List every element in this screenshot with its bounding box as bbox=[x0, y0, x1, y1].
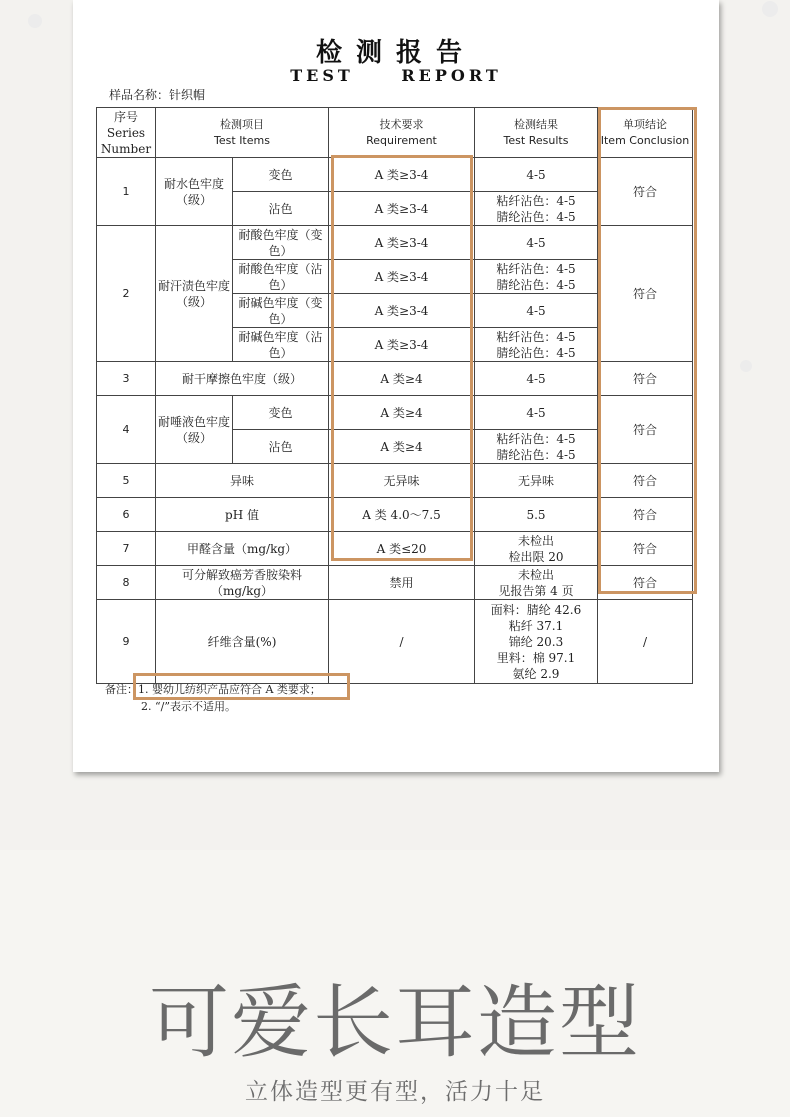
requirement-cell: A 类≥3-4 bbox=[329, 226, 475, 260]
conclusion-cell: 符合 bbox=[598, 396, 693, 464]
slogan-heading: 可爱长耳造型 bbox=[149, 976, 641, 1069]
result-cell: 未检出 见报告第 4 页 bbox=[475, 566, 598, 600]
requirement-cell: 无异味 bbox=[329, 464, 475, 498]
test-sub-item: 沾色 bbox=[233, 192, 329, 226]
requirement-cell: A 类≥3-4 bbox=[329, 328, 475, 362]
test-item: 耐干摩擦色牢度（级） bbox=[156, 362, 329, 396]
conclusion-cell: 符合 bbox=[598, 158, 693, 226]
conclusion-cell: 符合 bbox=[598, 226, 693, 362]
requirement-cell: / bbox=[329, 600, 475, 684]
test-sub-item: 耐碱色牢度（沾色） bbox=[233, 328, 329, 362]
table-row bbox=[97, 532, 693, 566]
row-number: 5 bbox=[97, 464, 156, 498]
result-cell: 粘纤沾色：4-5 腈纶沾色：4-5 bbox=[475, 260, 598, 294]
slogan-subtitle: 立体造型更有型，活力十足 bbox=[245, 1079, 545, 1105]
notes-label: 备注： bbox=[105, 683, 138, 696]
test-item: 耐汗渍色牢度（级） bbox=[156, 226, 233, 362]
result-cell: 4-5 bbox=[475, 396, 598, 430]
table-row bbox=[97, 396, 693, 430]
test-report-paper bbox=[73, 0, 719, 772]
test-item: 可分解致癌芳香胺染料（mg/kg） bbox=[156, 566, 329, 600]
result-cell: 4-5 bbox=[475, 158, 598, 192]
result-cell: 4-5 bbox=[475, 226, 598, 260]
table-row bbox=[97, 464, 693, 498]
test-sub-item: 耐酸色牢度（变色） bbox=[233, 226, 329, 260]
row-number: 2 bbox=[97, 226, 156, 362]
requirement-cell: A 类≥3-4 bbox=[329, 260, 475, 294]
conclusion-cell: 符合 bbox=[598, 362, 693, 396]
row-number: 6 bbox=[97, 498, 156, 532]
result-cell: 4-5 bbox=[475, 362, 598, 396]
result-cell: 粘纤沾色：4-5 腈纶沾色：4-5 bbox=[475, 430, 598, 464]
requirement-cell: A 类 4.0～7.5 bbox=[329, 498, 475, 532]
test-item: 纤维含量(%) bbox=[156, 600, 329, 684]
test-sub-item: 耐碱色牢度（变色） bbox=[233, 294, 329, 328]
test-item: 耐唾液色牢度（级） bbox=[156, 396, 233, 464]
row-number: 9 bbox=[97, 600, 156, 684]
report-title-cn: 检测报告 bbox=[315, 38, 476, 68]
notes bbox=[105, 681, 321, 715]
conclusion-cell: 符合 bbox=[598, 498, 693, 532]
test-item: 耐水色牢度（级） bbox=[156, 158, 233, 226]
test-sub-item: 变色 bbox=[233, 396, 329, 430]
result-cell: 未检出 检出限 20 bbox=[475, 532, 598, 566]
table-row bbox=[97, 158, 693, 192]
test-item: pH 值 bbox=[156, 498, 329, 532]
row-number: 4 bbox=[97, 396, 156, 464]
report-table bbox=[96, 107, 693, 684]
note-1: 1. 婴幼儿纺织产品应符合 A 类要求； bbox=[138, 683, 321, 696]
row-number: 1 bbox=[97, 158, 156, 226]
result-cell: 粘纤沾色：4-5 腈纶沾色：4-5 bbox=[475, 192, 598, 226]
row-number: 3 bbox=[97, 362, 156, 396]
conclusion-cell: 符合 bbox=[598, 566, 693, 600]
requirement-cell: A 类≤20 bbox=[329, 532, 475, 566]
result-cell: 面料：腈纶 42.6 粘纤 37.1 锦纶 20.3 里料：棉 97.1 氨纶 2.9 bbox=[475, 600, 598, 684]
requirement-cell: A 类≥3-4 bbox=[329, 294, 475, 328]
table-row bbox=[97, 362, 693, 396]
test-sub-item: 变色 bbox=[233, 158, 329, 192]
requirement-cell: A 类≥4 bbox=[329, 362, 475, 396]
requirement-cell: A 类≥4 bbox=[329, 396, 475, 430]
header-items: 检测项目 Test Items bbox=[156, 108, 329, 158]
table-row bbox=[97, 498, 693, 532]
result-cell: 5.5 bbox=[475, 498, 598, 532]
test-sub-item: 沾色 bbox=[233, 430, 329, 464]
requirement-cell: A 类≥4 bbox=[329, 430, 475, 464]
test-item: 甲醛含量（mg/kg） bbox=[156, 532, 329, 566]
table-row bbox=[97, 600, 693, 684]
row-number: 7 bbox=[97, 532, 156, 566]
conclusion-cell: 符合 bbox=[598, 532, 693, 566]
result-cell: 粘纤沾色：4-5 腈纶沾色：4-5 bbox=[475, 328, 598, 362]
requirement-cell: A 类≥3-4 bbox=[329, 158, 475, 192]
result-cell: 无异味 bbox=[475, 464, 598, 498]
report-title-en: TEST REPORT bbox=[290, 66, 502, 85]
conclusion-cell: / bbox=[598, 600, 693, 684]
sample-name: 样品名称：针织帽 bbox=[109, 88, 206, 102]
note-2: 2. “/”表示不适用。 bbox=[141, 700, 236, 713]
table-row bbox=[97, 566, 693, 600]
table-header-row bbox=[97, 108, 693, 158]
requirement-cell: 禁用 bbox=[329, 566, 475, 600]
test-sub-item: 耐酸色牢度（沾色） bbox=[233, 260, 329, 294]
conclusion-cell: 符合 bbox=[598, 464, 693, 498]
header-conclusion: 单项结论 Item Conclusion bbox=[598, 108, 693, 158]
header-requirement: 技术要求 Requirement bbox=[329, 108, 475, 158]
row-number: 8 bbox=[97, 566, 156, 600]
test-item: 异味 bbox=[156, 464, 329, 498]
requirement-cell: A 类≥3-4 bbox=[329, 192, 475, 226]
result-cell: 4-5 bbox=[475, 294, 598, 328]
header-series: 序号 Series Number bbox=[97, 108, 156, 158]
header-results: 检测结果 Test Results bbox=[475, 108, 598, 158]
table-row bbox=[97, 226, 693, 260]
